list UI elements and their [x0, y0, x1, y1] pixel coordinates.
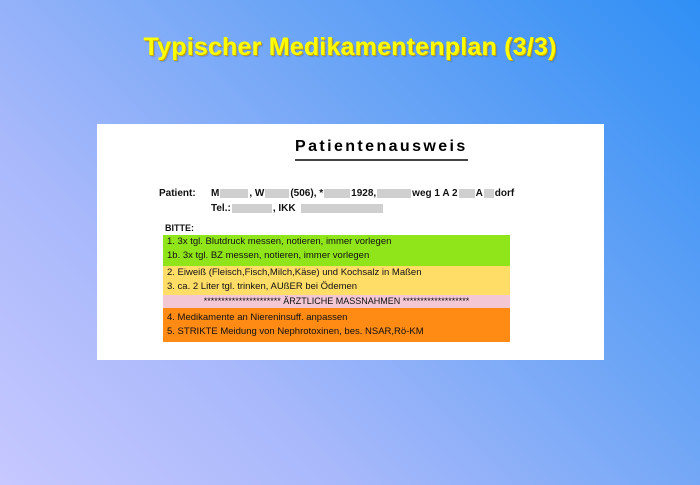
patient-part-5: A	[475, 188, 483, 199]
redacted-block	[265, 189, 289, 198]
tel-part-0: Tel.:	[211, 203, 231, 214]
card-heading: Patientenausweis	[295, 138, 468, 161]
patient-part-0: M	[211, 188, 220, 199]
tel-part-1: , IKK	[272, 203, 296, 214]
patient-part-4: weg 1 A 2	[412, 188, 458, 199]
patient-part-1: , W	[249, 188, 265, 199]
redacted-block	[232, 204, 272, 213]
orange-band	[163, 308, 510, 342]
redacted-block	[324, 189, 350, 198]
instruction-5: 5. STRIKTE Meidung von Nephrotoxinen, bes. NSAR,Rö-KM	[167, 326, 424, 337]
yellow-band	[163, 266, 510, 295]
slide-title: Typischer Medikamentenplan (3/3)	[143, 33, 557, 61]
redacted-block	[484, 189, 494, 198]
redacted-block	[377, 189, 411, 198]
bitte-label: BITTE:	[163, 221, 512, 235]
patient-part-3: 1928,	[351, 188, 377, 199]
aerztliche-massnahmen-divider: ********************** ÄRZTLICHE MASSNAHMEN *******************	[203, 296, 470, 306]
patient-part-6: dorf	[494, 188, 515, 199]
patient-info	[159, 186, 514, 216]
instruction-1b: 1b. 3x tgl. BZ messen, notieren, immer vorlegen	[167, 250, 370, 261]
redacted-block	[459, 189, 475, 198]
instruction-1: 1. 3x tgl. Blutdruck messen, notieren, immer vorlegen	[167, 236, 392, 247]
redacted-block	[220, 189, 248, 198]
instruction-3: 3. ca. 2 Liter tgl. trinken, AUßER bei Ödemen	[167, 281, 358, 292]
instruction-4: 4. Medikamente an Niereninsuff. anpassen	[167, 312, 348, 323]
green-band	[163, 235, 510, 266]
patient-label: Patient:	[159, 188, 196, 199]
patient-card-image	[97, 124, 604, 360]
redacted-block	[301, 204, 383, 213]
pink-band	[163, 295, 510, 308]
instruction-2: 2. Eiweiß (Fleisch,Fisch,Milch,Käse) und Kochsalz in Maßen	[167, 267, 422, 278]
patient-part-2: (506), *	[290, 188, 324, 199]
